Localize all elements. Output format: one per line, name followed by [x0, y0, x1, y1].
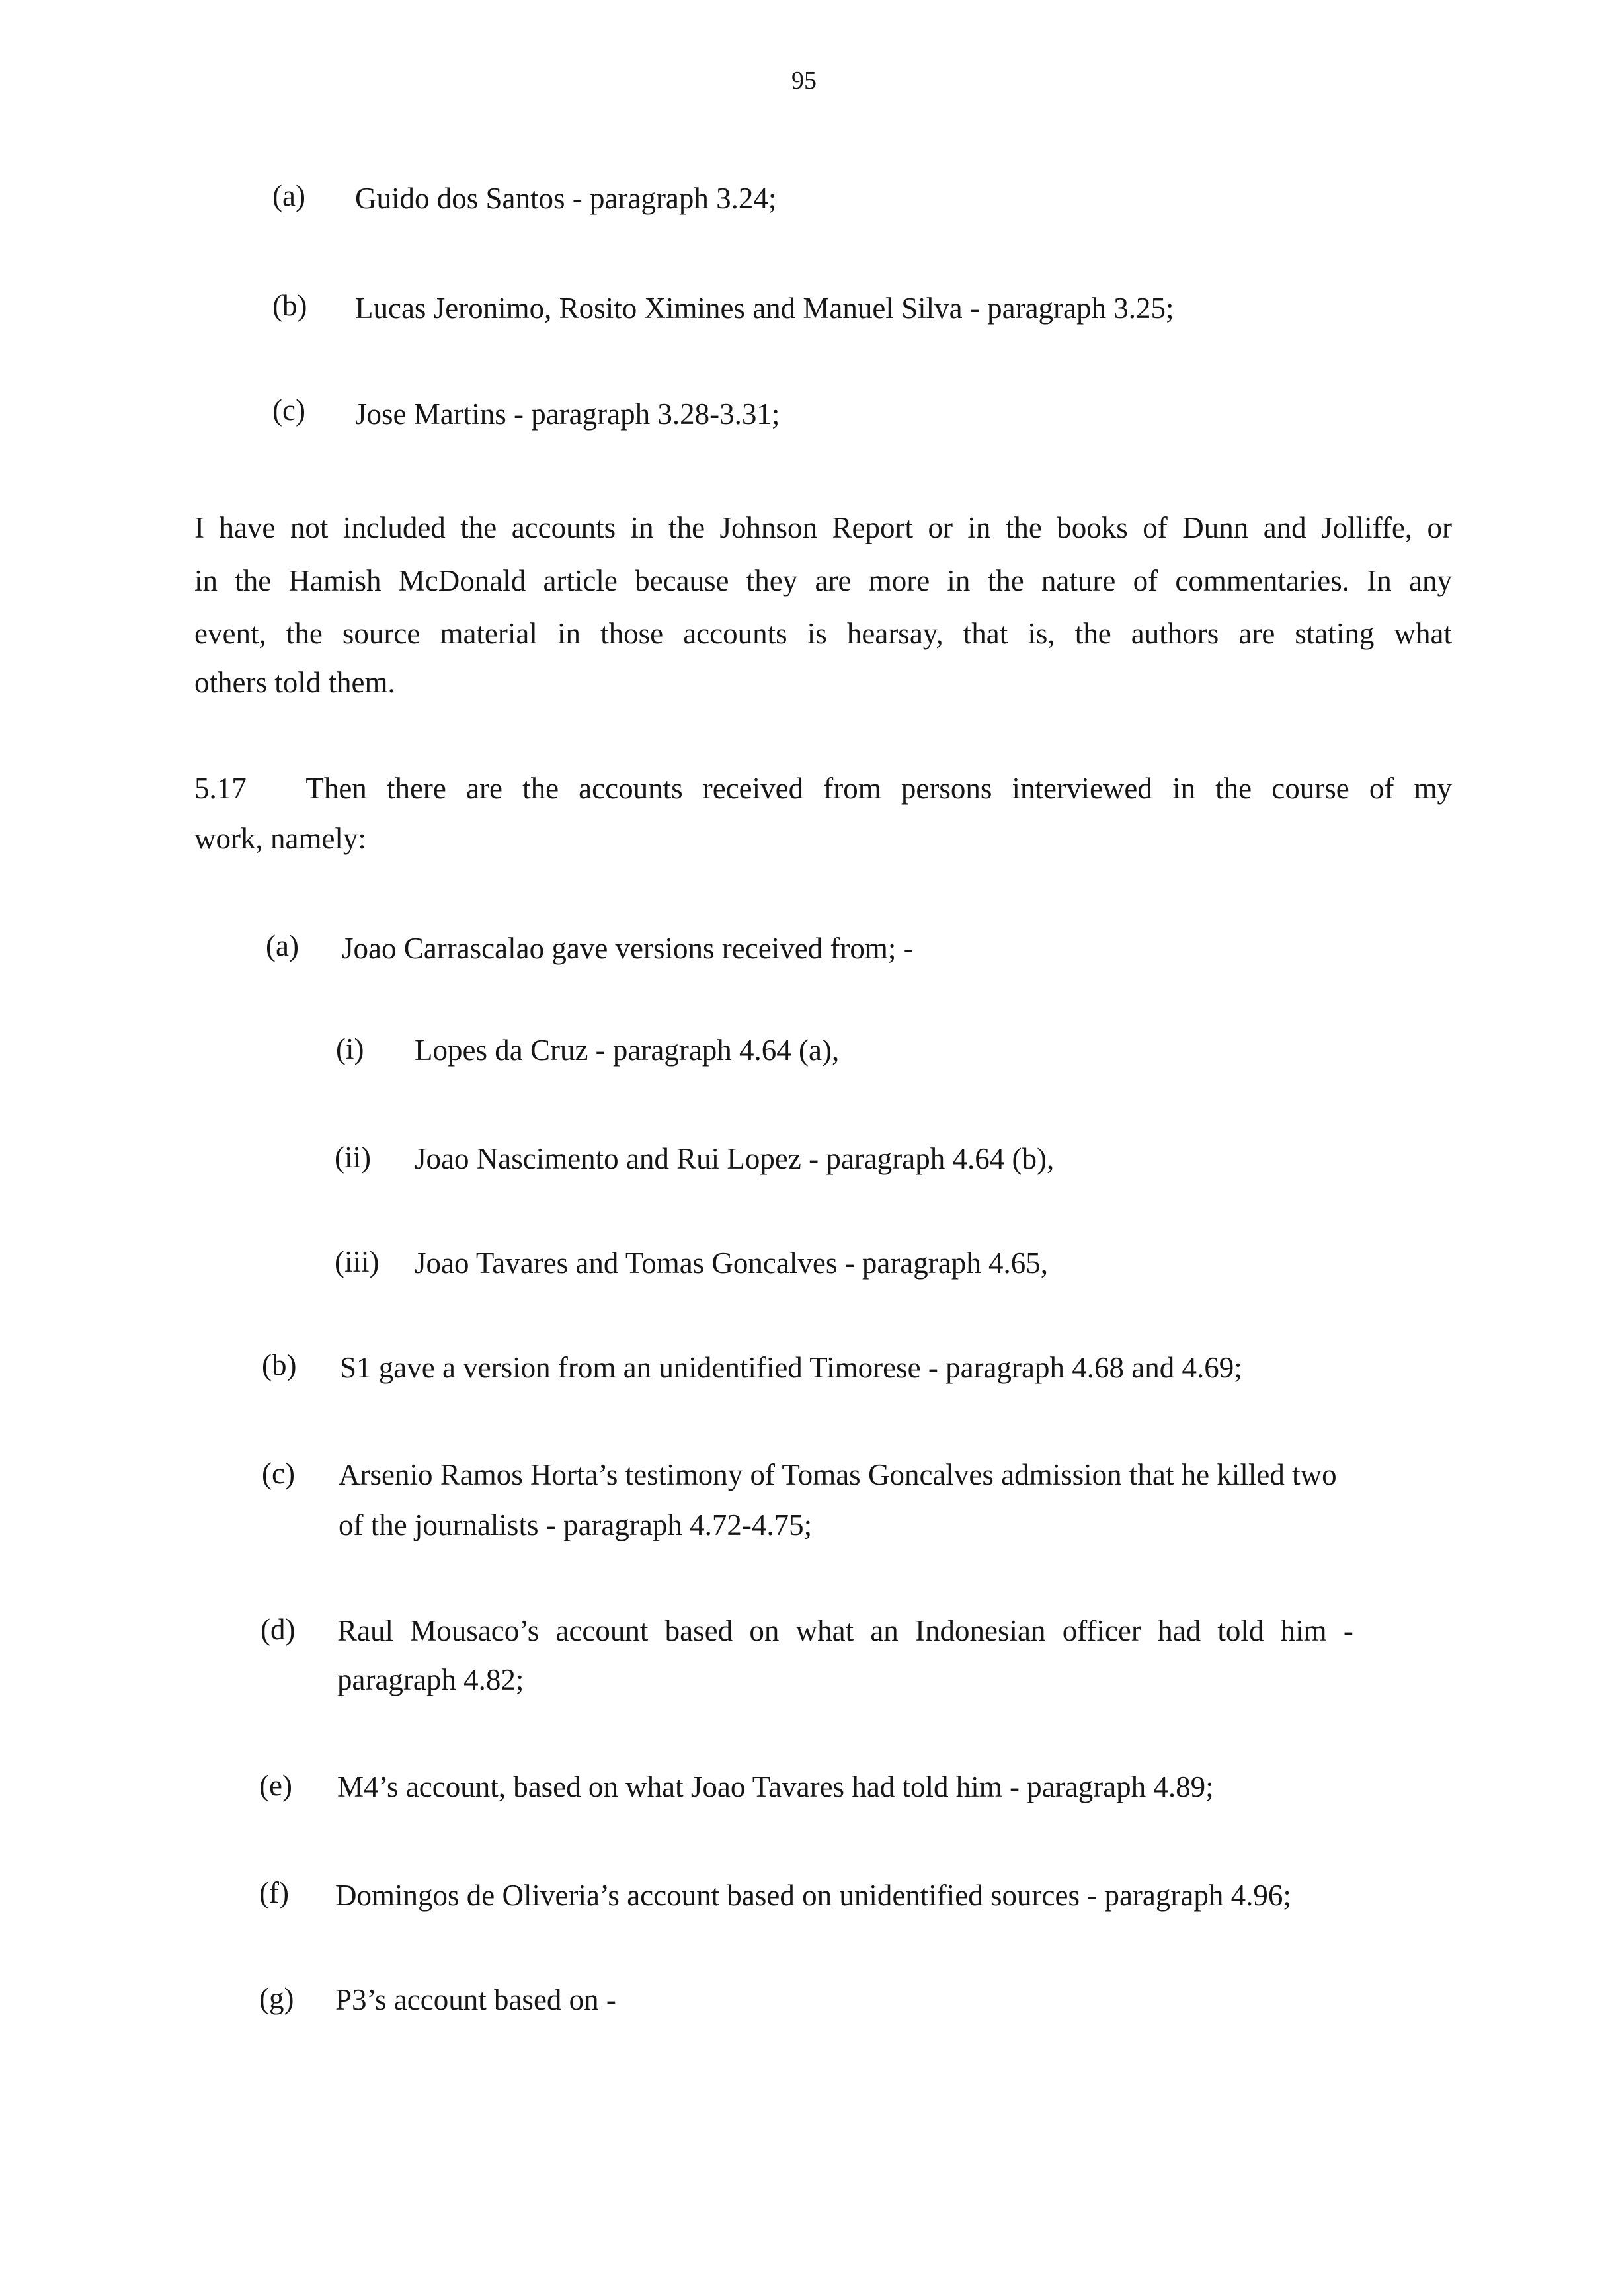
paragraph-line: in the Hamish McDonald article because they are more in the nature of commentaries. In any — [194, 564, 1452, 597]
list-item-text: Guido dos Santos - paragraph 3.24; — [355, 182, 777, 215]
list-marker: (c) — [262, 1457, 295, 1490]
paragraph-line: work, namely: — [194, 822, 366, 855]
list-item-text: S1 gave a version from an unidentified Timorese - paragraph 4.68 and 4.69; — [340, 1351, 1242, 1384]
list-item-text: Raul Mousaco’s account based on what an Indonesian officer had told him - — [337, 1614, 1353, 1647]
list-marker: (a) — [266, 929, 299, 962]
list-marker: (a) — [272, 179, 305, 212]
list-marker: (g) — [259, 1982, 294, 2015]
list-marker: (f) — [259, 1876, 289, 1909]
list-item-text: Joao Carrascalao gave versions received from; - — [342, 932, 914, 965]
list-marker: (d) — [261, 1613, 296, 1646]
list-item-text: Domingos de Oliveria’s account based on unidentified sources - paragraph 4.96; — [335, 1879, 1291, 1912]
list-item-text: P3’s account based on - — [335, 1983, 616, 2016]
sublist-marker: (i) — [336, 1032, 364, 1065]
sublist-item-text: Joao Nascimento and Rui Lopez - paragraph 4.64 (b), — [415, 1142, 1055, 1175]
sublist-item-text: Joao Tavares and Tomas Goncalves - paragraph 4.65, — [415, 1247, 1048, 1280]
list-item-text: Jose Martins - paragraph 3.28-3.31; — [355, 397, 780, 430]
list-item-text: Lucas Jeronimo, Rosito Ximines and Manuel Silva - paragraph 3.25; — [355, 292, 1174, 325]
paragraph-line: others told them. — [194, 666, 395, 699]
list-marker: (e) — [259, 1769, 292, 1802]
list-item-text: paragraph 4.82; — [337, 1663, 524, 1696]
list-marker: (b) — [272, 289, 307, 322]
paragraph-line: I have not included the accounts in the Johnson Report or in the books of Dunn and Jolliffe, or — [194, 511, 1452, 544]
list-marker: (b) — [262, 1348, 297, 1381]
list-item-text: of the journalists - paragraph 4.72-4.75; — [339, 1508, 813, 1541]
sublist-item-text: Lopes da Cruz - paragraph 4.64 (a), — [415, 1034, 840, 1067]
paragraph-line: event, the source material in those accounts is hearsay, that is, the authors are stating what — [194, 617, 1452, 650]
sublist-marker: (iii) — [335, 1245, 380, 1278]
page-number: 95 — [791, 67, 817, 95]
list-item-text: Arsenio Ramos Horta’s testimony of Tomas Goncalves admission that he killed two — [339, 1458, 1337, 1491]
list-item-text: M4’s account, based on what Joao Tavares had told him - paragraph 4.89; — [337, 1770, 1214, 1803]
paragraph-line: 5.17 Then there are the accounts received from persons interviewed in the course of my — [194, 772, 1452, 805]
sublist-marker: (ii) — [335, 1141, 371, 1174]
list-marker: (c) — [272, 393, 305, 427]
